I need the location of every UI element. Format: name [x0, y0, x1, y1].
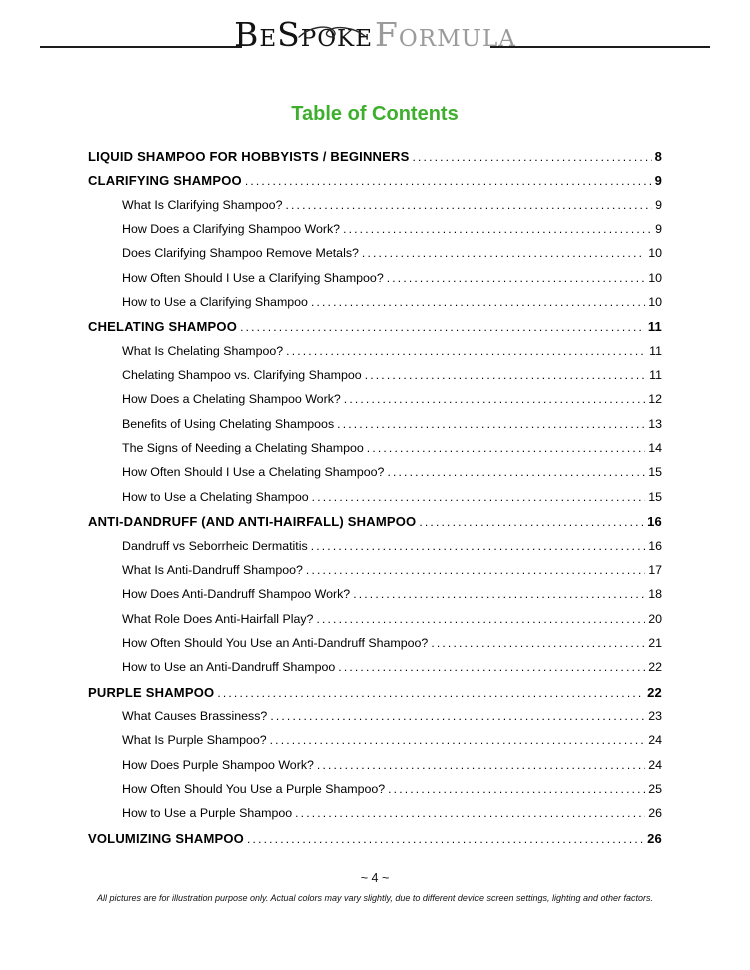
toc-page-number: 23	[648, 708, 662, 723]
toc-page-number: 11	[649, 368, 662, 383]
toc-page-number: 15	[648, 489, 662, 504]
toc-entry-label: How to Use a Purple Shampoo	[122, 806, 293, 821]
brand-bespoke: BeSpoke	[234, 15, 374, 54]
dot-leader	[387, 271, 645, 285]
toc-page-number: 11	[647, 319, 662, 335]
dot-leader	[311, 295, 645, 309]
dot-leader	[317, 758, 645, 772]
dot-leader	[312, 490, 646, 504]
toc-page-number: 9	[654, 173, 662, 189]
dot-leader	[295, 806, 645, 820]
toc-entry-main[interactable]	[88, 514, 662, 538]
toc-entry-sub[interactable]	[88, 344, 662, 368]
toc-entry-label: How Does Purple Shampoo Work?	[122, 757, 314, 772]
toc-page-number: 26	[648, 806, 662, 821]
table-of-contents	[88, 149, 662, 855]
dot-leader	[419, 514, 644, 529]
dot-leader	[431, 636, 645, 650]
dot-leader	[353, 587, 645, 601]
dot-leader	[240, 319, 645, 334]
toc-page-number: 14	[648, 441, 662, 456]
toc-page-number: 8	[654, 149, 662, 164]
toc-entry-label: What Is Chelating Shampoo?	[122, 343, 284, 358]
toc-entry-main[interactable]	[88, 831, 662, 855]
toc-page-number: 15	[648, 465, 662, 480]
toc-entry-label: How to Use a Clarifying Shampoo	[122, 295, 308, 310]
page-title: Table of Contents	[291, 103, 459, 125]
page-number: ~ 4 ~	[360, 871, 390, 885]
toc-entry-sub[interactable]	[88, 539, 662, 563]
dot-leader	[311, 539, 646, 553]
dot-leader	[367, 441, 645, 455]
toc-entry-label: How Often Should I Use a Chelating Shampoo?	[122, 465, 385, 480]
toc-page-number: 10	[648, 270, 662, 285]
toc-entry-label: How to Use a Chelating Shampoo	[122, 489, 309, 504]
toc-entry-main[interactable]	[88, 173, 662, 197]
toc-entry-sub[interactable]	[88, 636, 662, 660]
toc-entry-sub[interactable]	[88, 709, 662, 733]
toc-page-number: 26	[647, 830, 662, 846]
toc-entry-label: How to Use an Anti-Dandruff Shampoo	[122, 660, 336, 675]
toc-entry-sub[interactable]	[88, 806, 662, 830]
toc-entry-label: Chelating Shampoo vs. Clarifying Shampoo	[122, 368, 362, 383]
toc-entry-sub[interactable]	[88, 295, 662, 319]
toc-entry-label: How Does a Chelating Shampoo Work?	[122, 392, 341, 407]
toc-entry-sub[interactable]	[88, 612, 662, 636]
dot-leader	[286, 344, 646, 358]
toc-page-number: 25	[648, 781, 662, 796]
toc-entry-label: ANTI-DANDRUFF (AND ANTI-HAIRFALL) SHAMPOO	[88, 514, 417, 530]
toc-entry-label: LIQUID SHAMPOO FOR HOBBYISTS / BEGINNERS	[88, 149, 410, 164]
dot-leader	[343, 222, 652, 236]
toc-entry-label: What Causes Brassiness?	[122, 708, 268, 723]
toc-entry-label: What Is Purple Shampoo?	[122, 733, 267, 748]
toc-entry-sub[interactable]	[88, 490, 662, 514]
toc-entry-sub[interactable]	[88, 587, 662, 611]
toc-entry-sub[interactable]	[88, 246, 662, 270]
toc-entry-sub[interactable]	[88, 222, 662, 246]
toc-page-number: 10	[648, 246, 662, 261]
toc-page-number: 17	[648, 562, 662, 577]
toc-page-number: 24	[648, 733, 662, 748]
toc-page-number: 20	[648, 611, 662, 626]
toc-entry-main[interactable]	[88, 319, 662, 343]
disclaimer: All pictures are for illustration purpose only. Actual colors may vary slightly, due to different device screen settings, lighting and other factors.	[96, 893, 654, 903]
toc-page-number: 12	[648, 392, 662, 407]
dot-leader	[306, 563, 645, 577]
toc-entry-label: What Role Does Anti-Hairfall Play?	[122, 611, 314, 626]
dot-leader	[285, 198, 652, 212]
toc-entry-label: How Often Should I Use a Clarifying Shampoo?	[122, 270, 384, 285]
flourish-icon	[297, 24, 367, 40]
toc-entry-label: How Does a Clarifying Shampoo Work?	[122, 222, 341, 237]
header-rule-right	[490, 46, 710, 48]
toc-page-number: 22	[647, 684, 662, 700]
toc-entry-sub[interactable]	[88, 563, 662, 587]
toc-page-number: 18	[648, 587, 662, 602]
toc-entry-main[interactable]	[88, 149, 662, 173]
toc-entry-sub[interactable]	[88, 758, 662, 782]
toc-entry-label: CLARIFYING SHAMPOO	[88, 173, 242, 189]
toc-entry-main[interactable]	[88, 685, 662, 709]
dot-leader	[365, 368, 646, 382]
toc-entry-sub[interactable]	[88, 392, 662, 416]
toc-entry-label: How Does Anti-Dandruff Shampoo Work?	[122, 587, 351, 602]
dot-leader	[344, 392, 645, 406]
toc-entry-sub[interactable]	[88, 417, 662, 441]
toc-page-number: 13	[648, 416, 662, 431]
toc-entry-label: How Often Should You Use an Anti-Dandruff Shampoo?	[122, 635, 429, 650]
toc-entry-label: Does Clarifying Shampoo Remove Metals?	[122, 246, 359, 261]
toc-entry-label: How Often Should You Use a Purple Shampoo?	[122, 781, 386, 796]
toc-page-number: 11	[649, 343, 662, 358]
toc-page-number: 21	[648, 635, 662, 650]
dot-leader	[217, 685, 644, 700]
toc-entry-sub[interactable]	[88, 782, 662, 806]
dot-leader	[270, 709, 645, 723]
toc-entry-sub[interactable]	[88, 465, 662, 489]
toc-page-number: 16	[648, 538, 662, 553]
toc-page-number: 10	[648, 295, 662, 310]
toc-entry-sub[interactable]	[88, 733, 662, 757]
toc-page-number: 24	[648, 757, 662, 772]
toc-page-number: 16	[647, 514, 662, 530]
toc-entry-label: The Signs of Needing a Chelating Shampoo	[122, 441, 364, 456]
dot-leader	[337, 417, 645, 431]
dot-leader	[387, 465, 645, 479]
dot-leader	[247, 831, 644, 846]
toc-entry-label: CHELATING SHAMPOO	[88, 319, 238, 335]
dot-leader	[412, 149, 651, 164]
dot-leader	[245, 173, 652, 188]
toc-entry-label: What Is Anti-Dandruff Shampoo?	[122, 562, 303, 577]
toc-entry-label: What Is Clarifying Shampoo?	[122, 197, 283, 212]
dot-leader	[316, 612, 645, 626]
dot-leader	[338, 660, 645, 674]
toc-entry-sub[interactable]	[88, 441, 662, 465]
toc-entry-label: Dandruff vs Seborrheic Dermatitis	[122, 538, 308, 553]
dot-leader	[388, 782, 645, 796]
toc-entry-label: Benefits of Using Chelating Shampoos	[122, 416, 335, 431]
toc-page-number: 22	[648, 660, 662, 675]
toc-page-number: 9	[655, 197, 662, 212]
toc-entry-sub[interactable]	[88, 271, 662, 295]
toc-page-number: 9	[655, 222, 662, 237]
toc-entry-label: VOLUMIZING SHAMPOO	[88, 830, 244, 846]
toc-entry-sub[interactable]	[88, 368, 662, 392]
toc-entry-sub[interactable]	[88, 198, 662, 222]
dot-leader	[362, 246, 645, 260]
toc-entry-sub[interactable]	[88, 660, 662, 684]
dot-leader	[270, 733, 646, 747]
toc-entry-label: PURPLE SHAMPOO	[88, 684, 215, 700]
brand-formula: Formula	[375, 15, 516, 54]
